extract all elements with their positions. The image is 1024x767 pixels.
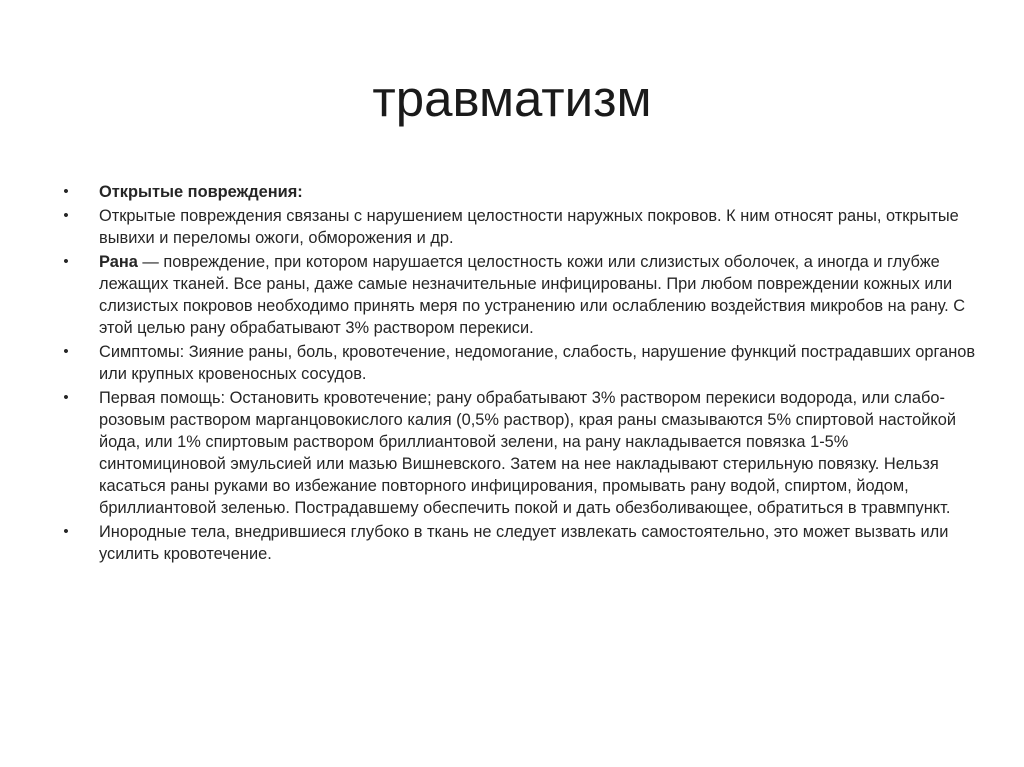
bullet-text: Симптомы: Зияние раны, боль, кровотечение, недомогание, слабость, нарушение функций пострадавших органов или крупных кровеносных сосудов. bbox=[99, 343, 976, 383]
bullet-item-symptoms bbox=[63, 341, 976, 385]
bullet-text: — повреждение, при котором нарушается целостность кожи или слизистых оболочек, а иногда и глубже лежащих тканей. Все раны, даже самые незначительные инфицированы. При любом повреждении кожных или слизистых покровов необходимо принять меря по устранению или ослаблению воздействия микробов на рану. С этой целью рану обрабатывают 3% раствором перекиси. bbox=[99, 253, 966, 337]
bullet-bold-text: Открытые повреждения: bbox=[99, 183, 303, 201]
bullet-item-wound bbox=[63, 251, 976, 339]
bullet-list bbox=[63, 181, 976, 567]
bullet-dot-icon: • bbox=[63, 253, 69, 270]
bullet-item-foreign-bodies bbox=[63, 521, 976, 565]
bullet-item-open-injuries-heading bbox=[63, 181, 976, 203]
slide-title: травматизм bbox=[372, 70, 652, 127]
bullet-item-open-injuries-definition bbox=[63, 205, 976, 249]
bullet-dot-icon: • bbox=[63, 207, 69, 224]
bullet-text: Первая помощь: Остановить кровотечение; рану обрабатывают 3% раствором перекиси водорода, или слабо-розовым раствором марганцовокислого калия (0,5% раствор), края раны смазываются 5% спиртовой настойкой йода, или 1% спиртовым раствором бриллиантовой зелени, на рану накладывается повязка 1-5% синтомициновой эмульсией или мазью Вишневского. Затем на нее накладывают стерильную повязку. Нельзя касаться раны руками во избежание повторного инфицирования, промывать рану водой, спиртом, йодом, бриллиантовой зеленью. Пострадавшему обеспечить покой и дать обезболивающее, обратиться в травмпункт. bbox=[99, 389, 957, 517]
bullet-dot-icon: • bbox=[63, 389, 69, 406]
bullet-dot-icon: • bbox=[63, 343, 69, 360]
bullet-text: Открытые повреждения связаны с нарушением целостности наружных покровов. К ним относят раны, открытые вывихи и переломы ожоги, обморожения и др. bbox=[99, 207, 959, 247]
bullet-text: Инородные тела, внедрившиеся глубоко в ткань не следует извлекать самостоятельно, это может вызвать или усилить кровотечение. bbox=[99, 523, 949, 563]
bullet-item-first-aid bbox=[63, 387, 976, 519]
bullet-dot-icon: • bbox=[63, 183, 69, 200]
bullet-bold-text: Рана bbox=[99, 253, 138, 271]
bullet-dot-icon: • bbox=[63, 523, 69, 540]
